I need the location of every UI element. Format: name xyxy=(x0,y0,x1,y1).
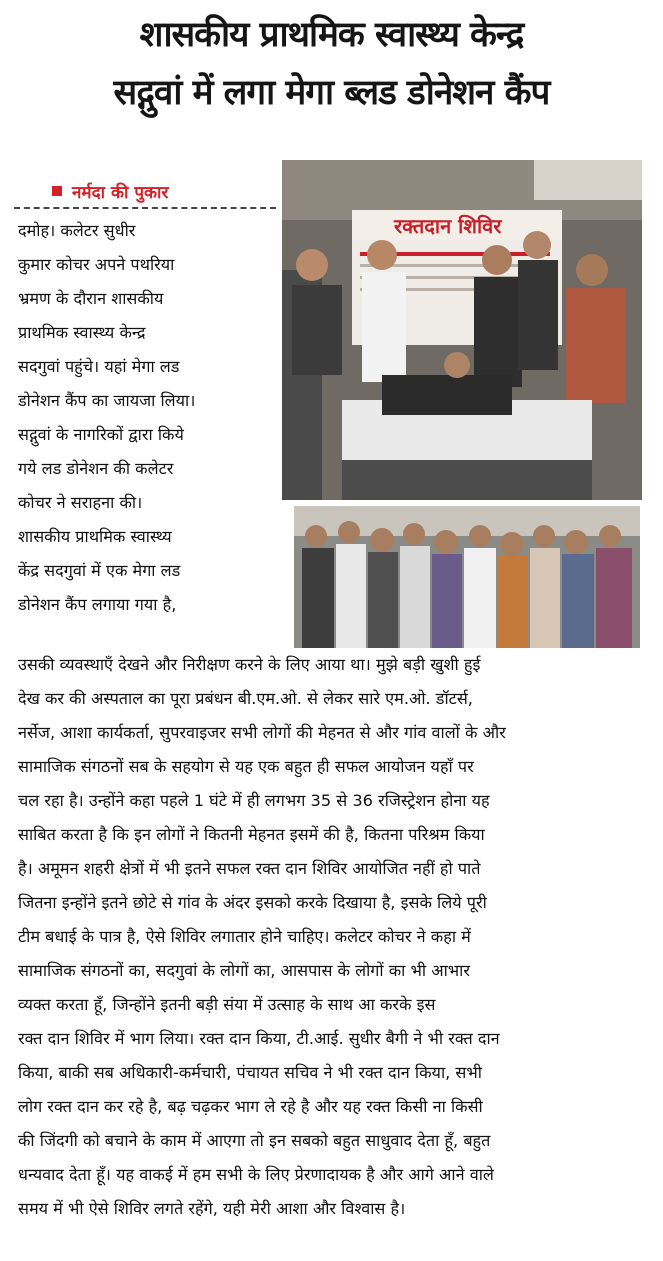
article-line: नर्सेज, आशा कार्यकर्ता, सुपरवाइजर सभी लोगों की मेहनत से और गांव वालों के और xyxy=(18,723,506,742)
article-line: समय में भी ऐसे शिविर लगते रहेंगे, यही मेरी आशा और विश्वास है। xyxy=(18,1199,406,1218)
article-line: भ्रमण के दौरान शासकीय xyxy=(18,289,164,308)
article-line: टीम बधाई के पात्र है, ऐसे शिविर लगातार होने चाहिए। कलेटर कोचर ने कहा में xyxy=(18,927,471,946)
blood-donation-photo xyxy=(282,160,642,500)
article-line: सदगुवां पहुंचे। यहां मेगा लड xyxy=(18,357,180,376)
article-full-text xyxy=(18,648,658,1226)
article-line: लोग रक्त दान कर रहे है, बढ़ चढ़कर भाग ले रहे है और यह रक्त किसी ना किसी xyxy=(18,1097,483,1116)
article-line: डोनेशन कैंप लगाया गया है, xyxy=(18,595,177,614)
article-line: चल रहा है। उन्होंने कहा पहले 1 घंटे में ही लगभग 35 से 36 रजिस्ट्रेशन होना यह xyxy=(18,791,490,810)
article-line: देख कर की अस्पताल का पूरा प्रबंधन बी.एम.ओ. से लेकर सारे एम.ओ. डॉटर्स, xyxy=(18,689,473,708)
article-line: सद्गुवां के नागरिकों द्वारा किये xyxy=(18,425,184,444)
banner-text: रक्तदान शिविर xyxy=(394,214,502,238)
article-line: है। अमूमन शहरी क्षेत्रों में भी इतने सफल रक्त दान शिविर आयोजित नहीं हो पाते xyxy=(18,859,481,878)
headline xyxy=(0,6,663,122)
article-line: सामाजिक संगठनों सब के सहयोग से यह एक बहुत ही सफल आयोजन यहाँ पर xyxy=(18,757,474,776)
article-line: उसकी व्यवस्थाएँ देखने और निरीक्षण करने के लिए आया था। मुझे बड़ी खुशी हुई xyxy=(18,655,481,674)
article-line: साबित करता है कि इन लोगों ने कितनी मेहनत इसमें की है, कितना परिश्रम किया xyxy=(18,825,485,844)
article-line: शासकीय प्राथमिक स्वास्थ्य xyxy=(18,527,172,546)
article-line: कुमार कोचर अपने पथरिया xyxy=(18,255,175,274)
article-line: कोचर ने सराहना की। xyxy=(18,493,143,512)
article-line: व्यक्त करता हूँ, जिन्होंने इतनी बड़ी संया में उत्साह के साथ आ करके इस xyxy=(18,995,436,1014)
article-line: डोनेशन कैंप का जायजा लिया। xyxy=(18,391,196,410)
article-line: दमोह। कलेटर सुधीर xyxy=(18,221,136,240)
byline-square-icon xyxy=(52,186,62,196)
article-line: किया, बाकी सब अधिकारी-कर्मचारी, पंचायत सचिव ने भी रक्त दान किया, सभी xyxy=(18,1063,482,1082)
byline-divider xyxy=(14,207,276,209)
article-line: जितना इन्होंने इतने छोटे से गांव के अंदर इसको करके दिखाया है, इसके लिये पूरी xyxy=(18,893,487,912)
byline-name: नर्मदा की पुकार xyxy=(72,182,169,203)
article-line: केंद्र सदगुवां में एक मेगा लड xyxy=(18,561,181,580)
group-photo xyxy=(294,506,640,648)
article-line: की जिंदगी को बचाने के काम में आएगा तो इन सबको बहुत साधुवाद देता हूँ, बहुत xyxy=(18,1131,491,1150)
article-line: गये लड डोनेशन की कलेटर xyxy=(18,459,174,478)
article-line: सामाजिक संगठनों का, सदगुवां के लोगों का, आसपास के लोगों का भी आभार xyxy=(18,961,470,980)
byline xyxy=(28,176,276,206)
article-column-text xyxy=(18,214,280,622)
headline-line-2: सद्गुवां में लगा मेगा ब्लड डोनेशन कैंप xyxy=(113,73,550,113)
headline-line-1: शासकीय प्राथमिक स्वास्थ्य केन्द्र xyxy=(139,15,524,55)
article-line: रक्त दान शिविर में भाग लिया। रक्त दान किया, टी.आई. सुधीर बैगी ने भी रक्त दान xyxy=(18,1029,500,1048)
article-line: धन्यवाद देता हूँ। यह वाकई में हम सभी के लिए प्रेरणादायक है और आगे आने वाले xyxy=(18,1165,494,1184)
article-line: प्राथमिक स्वास्थ्य केन्द्र xyxy=(18,323,146,342)
